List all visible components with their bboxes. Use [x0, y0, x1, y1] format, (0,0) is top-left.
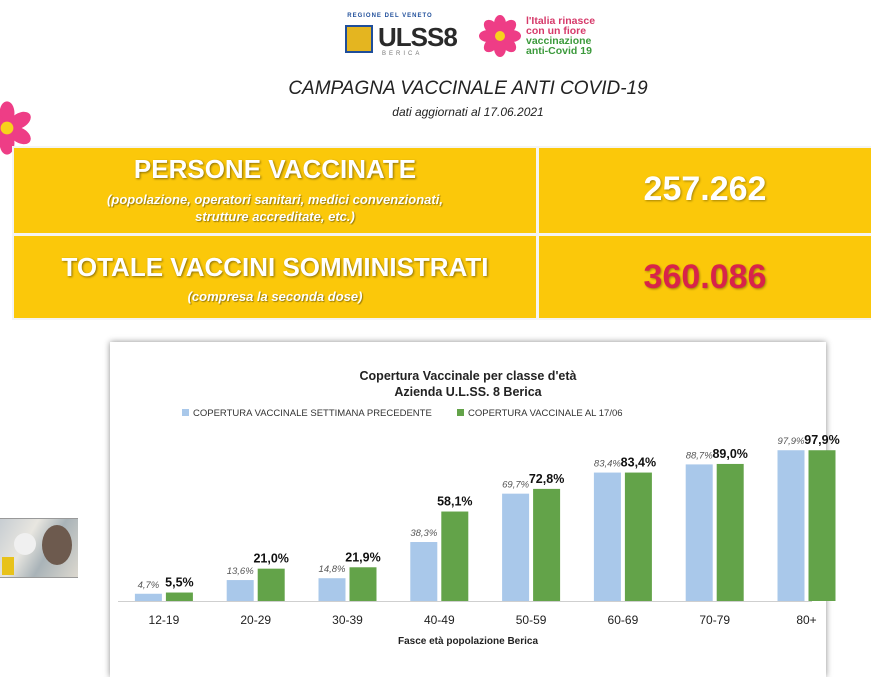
chart-title-line-1: Copertura Vaccinale per classe d'età [359, 369, 577, 383]
bar-prev [410, 542, 437, 601]
x-axis-label: Fasce età popolazione Berica [397, 636, 539, 647]
page-title: CAMPAGNA VACCINALE ANTI COVID-19 [288, 78, 648, 99]
data-label-prev: 88,7% [685, 450, 713, 462]
x-tick-label: 70-79 [699, 613, 731, 627]
persone-vaccinate-sublabel-2: strutture accreditate, etc.) [195, 209, 355, 224]
bar-curr [350, 567, 377, 601]
bar-prev [594, 473, 621, 601]
page-subtitle: dati aggiornati al 17.06.2021 [392, 105, 544, 119]
data-label-curr: 97,9% [804, 433, 840, 448]
data-label-curr: 72,8% [528, 471, 565, 486]
bar-prev [135, 594, 162, 601]
data-label-prev: 69,7% [502, 479, 530, 491]
legend-label-curr: COPERTURA VACCINALE AL 17/06 [468, 408, 623, 419]
data-label-prev: 38,3% [410, 528, 438, 540]
data-label-curr: 83,4% [620, 455, 657, 470]
totale-vaccini-value: 360.086 [643, 258, 767, 296]
chart-title-line-2: Azienda U.L.SS. 8 Berica [394, 385, 542, 399]
bar-prev [778, 450, 805, 601]
data-label-prev: 4,7% [137, 579, 160, 591]
data-label-prev: 83,4% [593, 458, 621, 470]
bar-curr [166, 593, 193, 601]
bar-curr [533, 489, 560, 601]
x-tick-label: 12-19 [148, 613, 180, 627]
bar-prev [319, 578, 346, 601]
data-label-curr: 58,1% [437, 494, 473, 509]
x-tick-label: 20-29 [240, 613, 272, 627]
totale-vaccini-label: TOTALE VACCINI SOMMINISTRATI [61, 252, 489, 282]
data-label-curr: 21,0% [253, 551, 289, 566]
x-tick-label: 30-39 [332, 613, 363, 627]
persone-vaccinate-sublabel-1: (popolazione, operatori sanitari, medici convenzionati, [107, 192, 443, 207]
bar-curr [625, 473, 652, 601]
flower-line: con un fiore [526, 25, 587, 37]
x-tick-label: 60-69 [607, 613, 639, 627]
bar-curr [441, 512, 468, 601]
data-label-curr: 5,5% [165, 575, 194, 590]
x-tick-label: 40-49 [423, 613, 455, 627]
ulss8-logo: ULSS8 [378, 22, 457, 52]
x-tick-label: 80+ [796, 613, 817, 627]
bar-curr [717, 464, 744, 601]
berica-logo-text: BERICA [382, 51, 423, 57]
x-tick-label: 50-59 [515, 613, 547, 627]
bar-curr [258, 569, 285, 601]
bar-prev [227, 580, 254, 601]
data-label-curr: 89,0% [712, 446, 748, 461]
flower-line: anti-Covid 19 [526, 45, 592, 57]
bar-prev [502, 494, 529, 601]
legend-label-prev: COPERTURA VACCINALE SETTIMANA PRECEDENTE [193, 408, 432, 419]
persone-vaccinate-label: PERSONE VACCINATE [133, 154, 417, 184]
bar-prev [686, 464, 713, 601]
data-label-prev: 14,8% [318, 564, 346, 576]
totale-vaccini-sublabel: (compresa la seconda dose) [187, 289, 363, 304]
regione-veneto-label: REGIONE DEL VENETO [347, 13, 433, 19]
bar-curr [809, 450, 836, 601]
data-label-prev: 13,6% [226, 566, 254, 578]
flower-line: l'Italia rinasce [526, 15, 596, 27]
data-label-curr: 21,9% [345, 550, 381, 565]
persone-vaccinate-value: 257.262 [643, 170, 767, 208]
data-label-prev: 97,9% [777, 436, 805, 448]
flower-line: vaccinazione [526, 35, 592, 47]
